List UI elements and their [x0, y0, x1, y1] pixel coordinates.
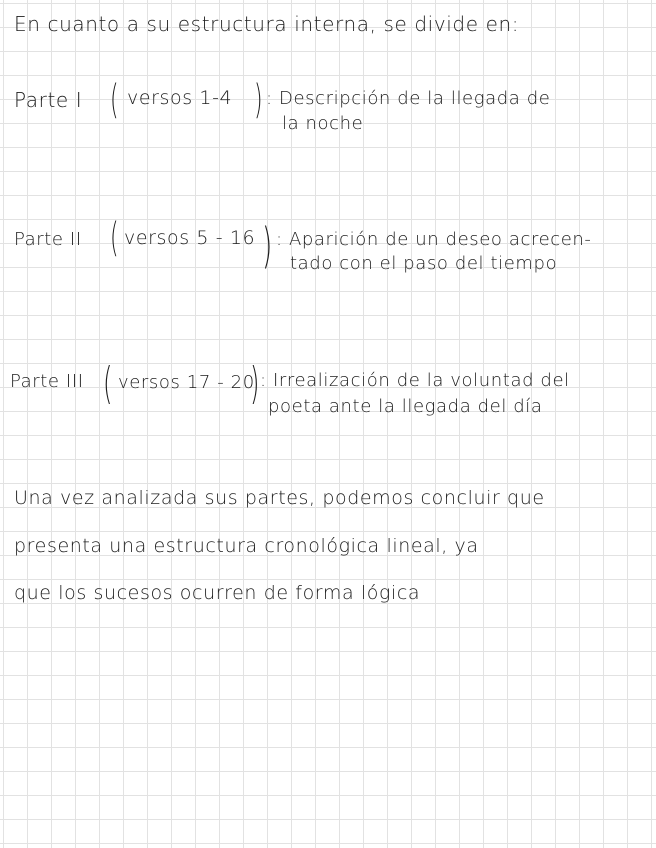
part-3-verses: versos 17 - 20: [118, 372, 255, 393]
part-1-verses: versos 1-4: [127, 87, 233, 109]
part-1-close-paren: ): [254, 77, 263, 123]
part-2-description-line-2: tado con el paso del tiempo: [290, 253, 558, 274]
part-3-description-line-1: : Irrealización de la voluntad del: [260, 370, 570, 391]
part-2-verses: versos 5 - 16: [124, 227, 256, 249]
part-3-open-paren: (: [103, 358, 113, 409]
part-3-label: Parte III: [10, 371, 84, 392]
conclusion-line-1: Una vez analizada sus partes, podemos concluir que: [14, 487, 545, 509]
part-2-description-line-1: : Aparición de un deseo acrecen-: [276, 229, 592, 250]
part-1-description-line-2: la noche: [282, 113, 364, 134]
part-3-close-paren: ): [250, 358, 260, 409]
part-1-label: Parte I: [14, 88, 83, 112]
conclusion-line-3: que los sucesos ocurren de forma lógica: [14, 582, 421, 604]
conclusion-line-2: presenta una estructura cronológica lineal, ya: [14, 535, 479, 557]
part-2-label: Parte II: [14, 229, 82, 250]
part-3-description-line-2: poeta ante la llegada del día: [268, 396, 543, 417]
part-2-open-paren: (: [110, 215, 119, 261]
part-1-open-paren: (: [110, 77, 119, 123]
intro-text: En cuanto a su estructura interna, se divide en:: [14, 12, 520, 36]
part-2-close-paren: ): [262, 218, 273, 274]
part-1-description-line-1: : Descripción de la llegada de: [266, 88, 551, 109]
